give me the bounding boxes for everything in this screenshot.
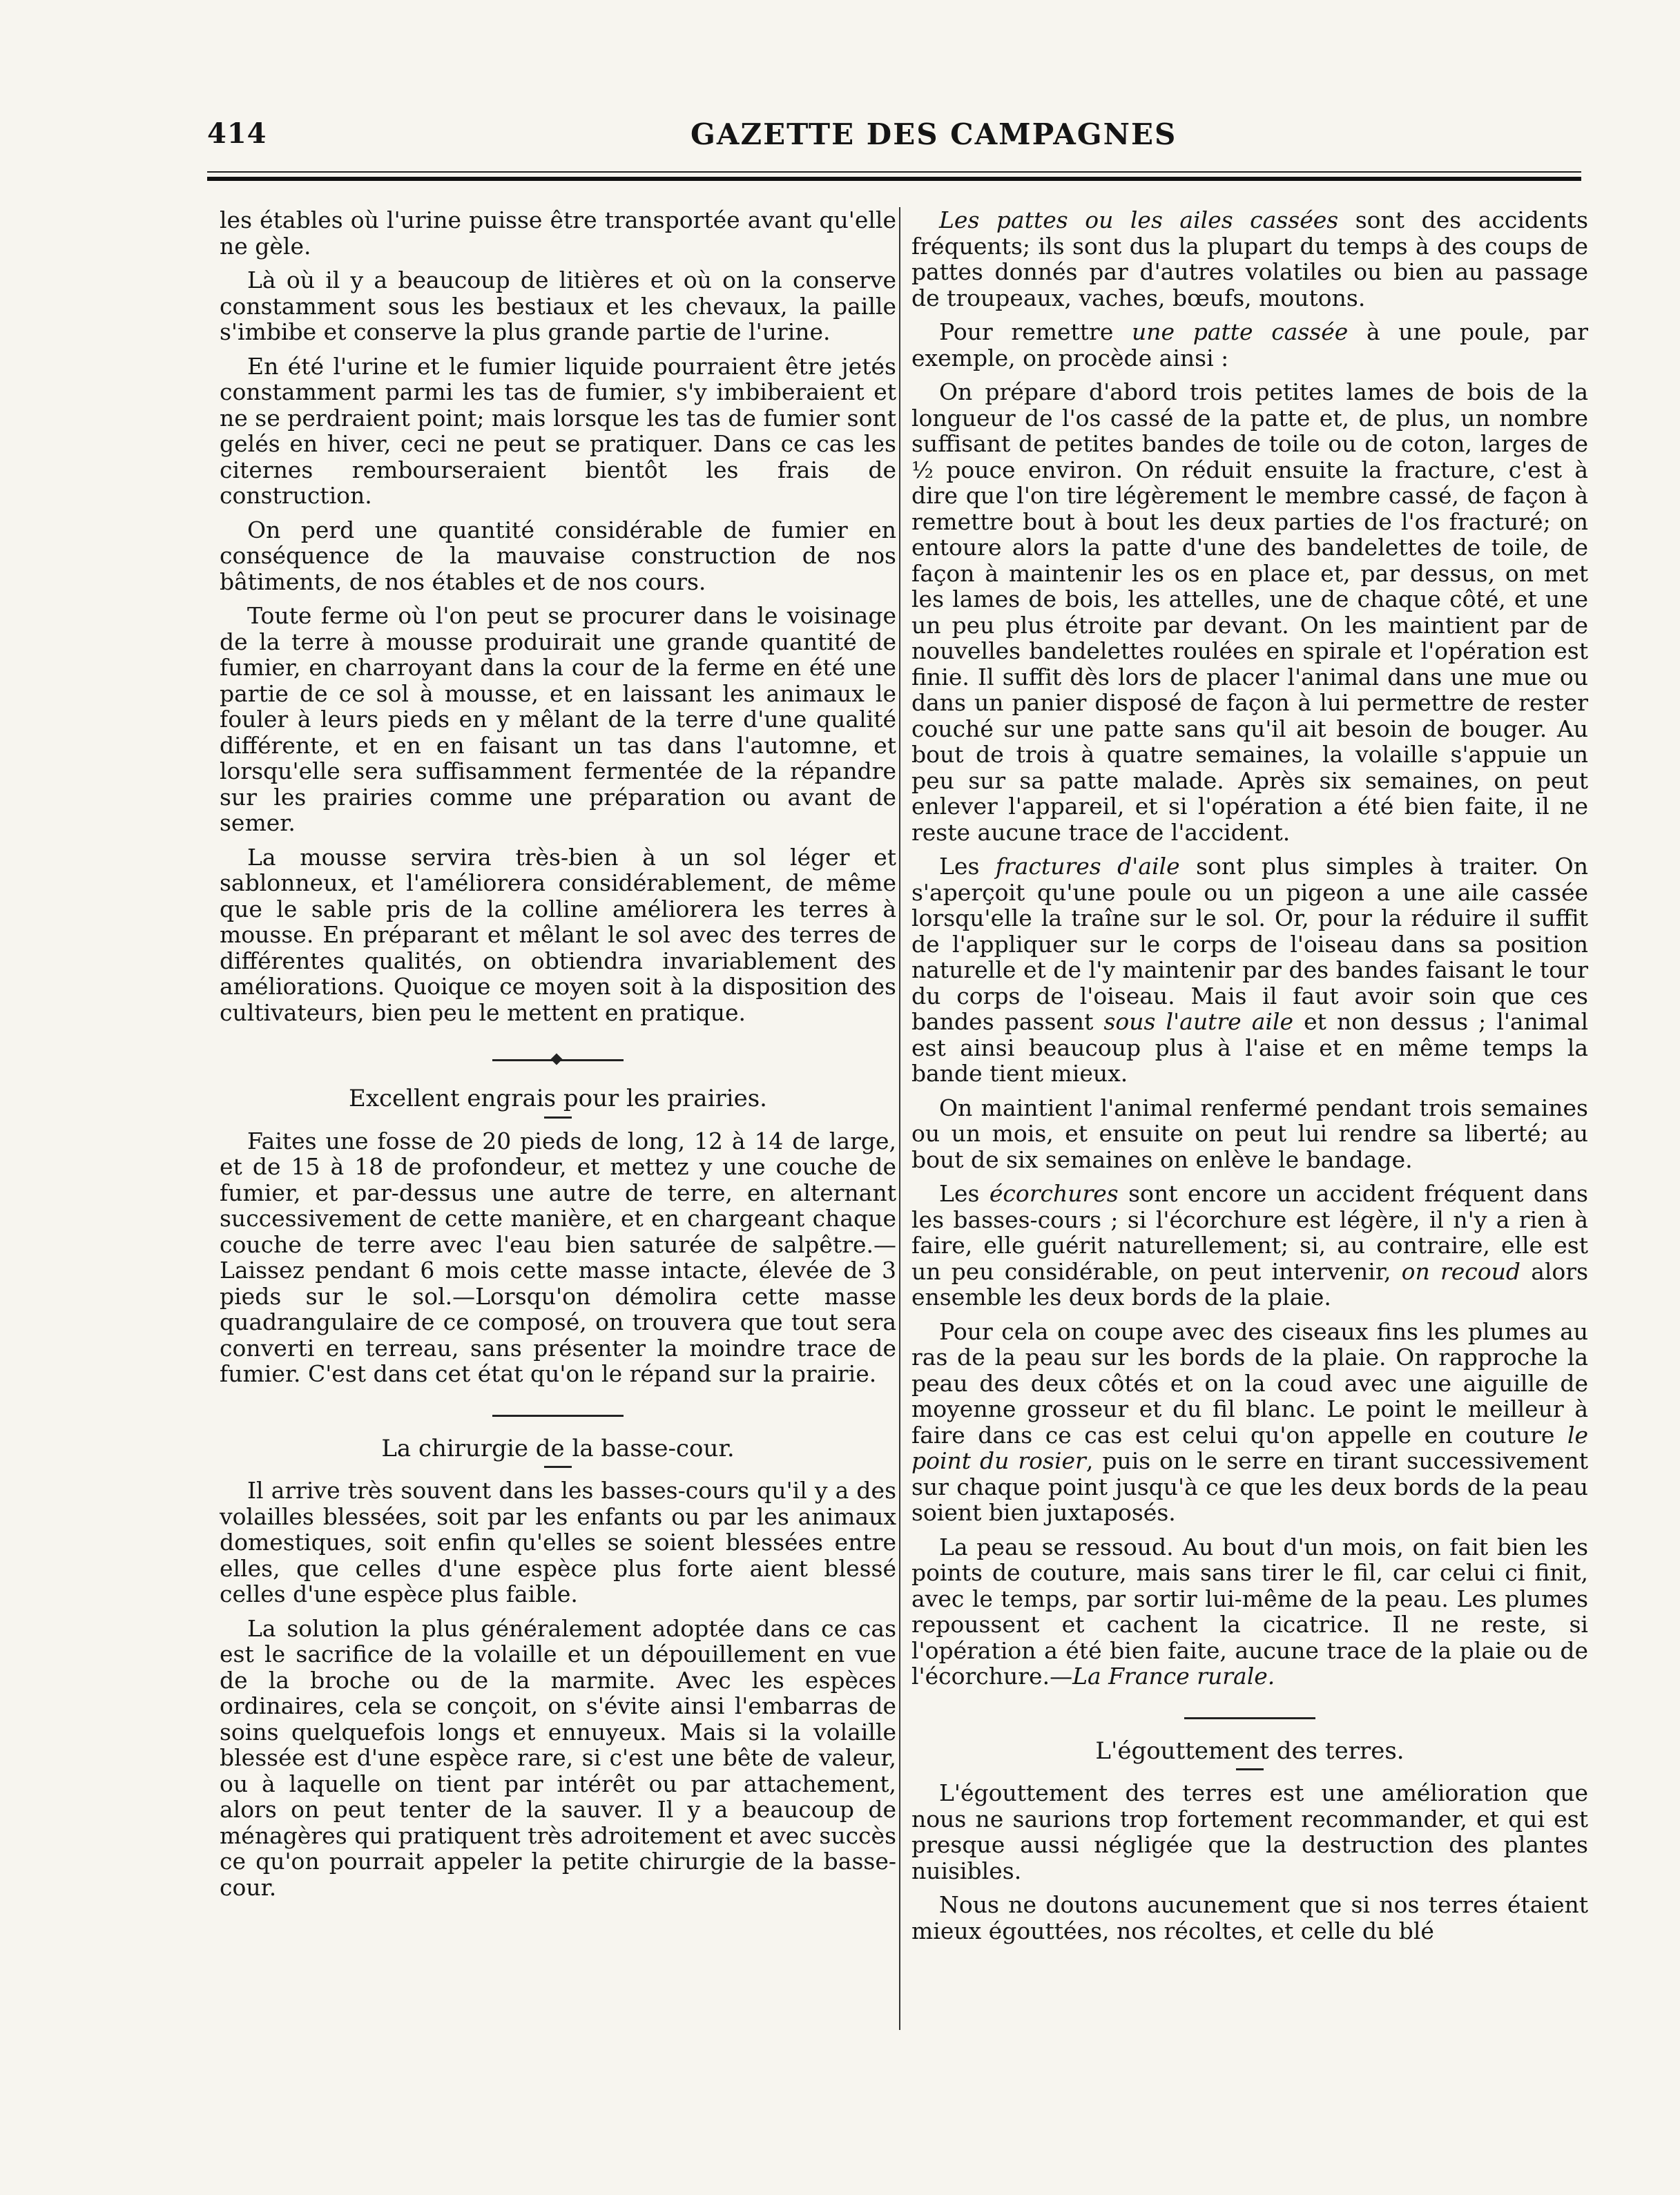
header-rule-thin [207,171,1581,173]
text: sont plus simples à traiter. On s'aperçoit qu'une poule ou un pigeon a une aile cassée lorsqu'elle la traîne sur le sol. Or, pour la réduire il suffit de l'appliquer sur le corps de l'oiseau dans sa position naturelle et de l'y maintenir par des bandes faisant le tour du corps de l'oiseau. Mais il faut avoir soin que ces bandes passent [911,853,1588,1035]
italic-text: le point du rosier [911,1421,1588,1474]
text: alors ensemble les deux bords de la plaie. [911,1257,1589,1311]
italic-text: écorchures [989,1180,1119,1207]
column-divider [899,207,900,2030]
paragraph: Faites une fosse de 20 pieds de long, 12 à 14 de large, et de 15 à 18 de profondeur, et mettez y une couche de fumier, et par-dessus une autre de terre, en alternant successivement de cette manière, et en chargeant chaque couche de terre avec l'eau bien saturée de salpêtre.—Laissez pendant 6 mois cette masse intacte, élevée de 3 pieds sur le sol.—Lorsqu'on démolira cette masse quadrangulaire de ce composé, on trouvera que tout sera converti en terreau, sans présenter la moindre trace de fumier. C'est dans cet état qu'on le répand sur la prairie. [220,1127,896,1387]
paragraph: On perd une quantité considérable de fumier en conséquence de la mauvaise construction de nos bâtiments, de nos étables et de nos cours. [220,516,896,595]
italic-text: on recoud [1401,1257,1521,1285]
paragraph [911,1319,1588,1526]
text: Les [939,1180,989,1207]
paragraph: On prépare d'abord trois petites lames de bois de la longueur de l'os cassé de la patte et, de plus, un nombre suffisant de petites bandes de toile ou de coton, larges de ½ pouce environ. On réduit ensuite la fracture, c'est à dire que l'on tire légèrement le membre cassé, de façon à remettre bout à bout les deux parties de l'os fracturé; on entoure alors la patte d'une des bandelettes de toile, de façon à maintenir les os en place et, par dessus, on met les lames de bois, les attelles, une de chaque côté, et une un peu plus étroite par devant. On les maintient par de nouvelles bandelettes roulées en spirale et l'opération est finie. Il suffit dès lors de placer l'animal dans une mue ou dans un panier disposé de façon à lui permettre de rester couché sur une patte sans qu'il ait besoin de bouger. Au bout de trois à quatre semaines, la volaille s'appuie un peu sur sa patte malade. Après six semaines, on peut enlever l'appareil, et si l'opération a été bien faite, il ne reste aucune trace de l'accident. [911,378,1588,846]
section-heading: Excellent engrais pour les prairies. [349,1085,767,1112]
text: et non dessus ; l'animal est ainsi beaucoup plus à l'aise et en même temps la bande tient mieux. [911,1008,1588,1087]
paragraph: Toute ferme où l'on peut se procurer dans le voisinage de la terre à mousse produirait une grande quantité de fumier, en charroyant dans la cour de la ferme en été une partie de ce sol à mousse, et en laissant les animaux le fouler à leurs pieds en y mêlant de la terre d'une qualité différente, et en en faisant un tas dans l'automne, et lorsqu'elle sera suffisamment fermentée de la répandre sur les prairies comme une préparation ou avant de semer. [220,602,896,836]
heading-dash [1236,1768,1264,1770]
text: sont des accidents fréquents; ils sont dus la plupart du temps à des coups de pattes donnés par d'autres volatiles ou bien au passage de troupeaux, vaches, bœufs, moutons. [911,206,1589,311]
paragraph: Il arrive très souvent dans les basses-cours qu'il y a des volailles blessées, soit par les enfants ou par les animaux domestiques, soit enfin qu'elles se soient blessées entre elles, que celles d'une espèce plus forte aient blessé celles d'une espèce plus faible. [220,1477,896,1607]
italic-text: fractures d'aile [995,853,1180,880]
separator-ornament [551,1054,563,1065]
paragraph: La solution la plus généralement adoptée dans ce cas est le sacrifice de la volaille et un dépouillement en vue de la broche ou de la marmite. Avec les espèces ordinaires, cela se conçoit, on s'évite ainsi l'embarras de soins quelquefois longs et ennuyeux. Mais si la volaille blessée est d'une espèce rare, si c'est une bête de valeur, ou à laquelle on tient par intérêt ou par attachement, alors on peut tenter de la sauver. Il y a beaucoup de ménagères qui pratiquent très adroitement et avec succès ce qu'on pourrait appeler la petite chirurgie de la basse-cour. [220,1614,896,1901]
paragraph: En été l'urine et le fumier liquide pourraient être jetés constamment parmi les tas de fumier, s'y imbiberaient et ne se perdraient point; mais lorsque les tas de fumier sont gelés en hiver, ceci ne peut se pratiquer. Dans ce cas les citernes rembourseraient bientôt les frais de construction. [220,352,896,509]
paragraph: les étables où l'urine puisse être transportée avant qu'elle ne gèle. [220,206,896,260]
paragraph: L'égouttement des terres est une amélioration que nous ne saurions trop fortement recommander, et qui est presque aussi négligée que la destruction des plantes nuisibles. [911,1779,1588,1884]
paragraph [911,207,1588,311]
paragraph: On maintient l'animal renfermé pendant trois semaines ou un mois, et ensuite on peut lui rendre sa liberté; au bout de six semaines on enlève le bandage. [911,1094,1588,1173]
section-heading: L'égouttement des terres. [1095,1737,1404,1765]
section-separator [492,1415,624,1417]
italic-text: sous l'autre aile [1103,1008,1294,1035]
text: , puis on le serre en tirant successivement sur chaque point jusqu'à ce que les deux bords de la peau soient bien juxtaposés. [911,1447,1588,1526]
text: à une poule, par exemple, on procède ainsi : [911,318,1588,371]
section-separator [492,1053,624,1067]
left-column [220,207,896,1908]
paragraph: Nous ne doutons aucunement que si nos terres étaient mieux égouttées, nos récoltes, et celle du blé [911,1891,1588,1944]
paragraph: Là où il y a beaucoup de litières et où on la conserve constamment sous les bestiaux et les chevaux, la paille s'imbibe et conserve la plus grande partie de l'urine. [220,267,896,345]
paragraph [911,853,1588,1087]
italic-text: une patte cassée [1132,318,1349,345]
paragraph [911,1534,1588,1690]
paragraph: La mousse servira très-bien à un sol léger et sablonneux, et l'améliorera considérablement, de même que le sable pris de la colline améliorera les terres à mousse. En préparant et mêlant le sol avec des terres de différentes qualités, on obtiendra invariablement des améliorations. Quoique ce moyen soit à la disposition des cultivateurs, bien peu le mettent en pratique. [220,843,896,1026]
paragraph [911,319,1588,371]
paragraph [911,1181,1588,1311]
header-rule-thick [207,177,1581,181]
italic-text: Les pattes ou les ailes cassées [939,206,1339,233]
text: Les [939,853,996,880]
section-heading: La chirurgie de la basse-cour. [381,1434,735,1462]
italic-text: La France rurale. [1072,1663,1275,1690]
page-number: 414 [207,117,267,150]
text: La peau se ressoud. Au bout d'un mois, on fait bien les points de couture, mais sans tirer le fil, car celui ci finit, avec le temps, par sortir lui-même de la peau. Les plumes repoussent et cachent la cicatrice. Il ne reste, si l'opération a été bien faite, aucune trace de la plaie ou de l'écorchure.— [911,1533,1588,1690]
heading-dash [544,1116,572,1119]
section-separator [1184,1717,1315,1719]
text: Pour cela on coupe avec des ciseaux fins les plumes au ras de la peau sur les bords de la plaie. On rapproche la peau des deux côtés et on la coud avec une aiguille de moyenne grosseur et du fil blanc. Le point le meilleur à faire dans ce cas est celui qu'on appelle en couture [911,1317,1588,1449]
right-column [911,207,1588,1952]
heading-dash [544,1466,572,1468]
running-title: GAZETTE DES CAMPAGNES [691,117,1177,151]
text: sont encore un accident fréquent dans les basses-cours ; si l'écorchure est légère, il n'y a rien à faire, elle guérit naturellement; si, au contraire, elle est un peu considérable, on peut intervenir, [911,1180,1588,1285]
text: Pour remettre [939,318,1132,345]
